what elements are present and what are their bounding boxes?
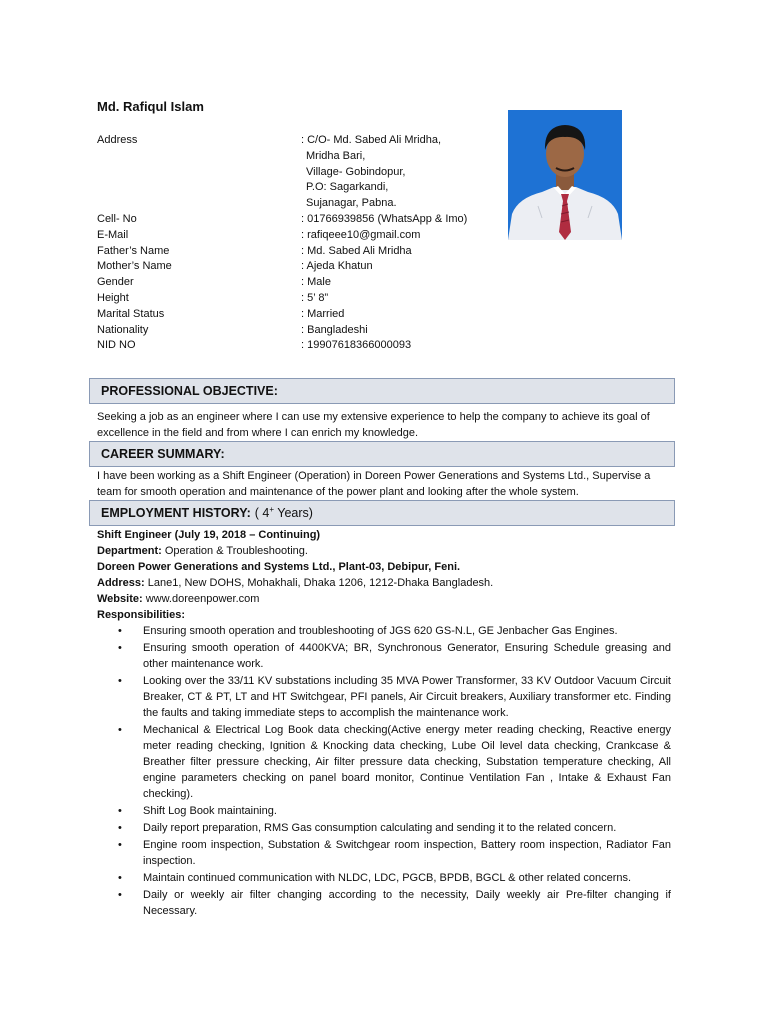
responsibility-item: • Mechanical & Electrical Log Book data checking(Active energy meter reading checking, Reactive energy meter reading checking, Ignition & Knocking data checking, Lube Oil level data checking, Crankcase & Breather filter pressure checking, Air filter pressure data checking, Substation temperature checking, All engine parameters checking on panel board monitor, Continue Ventilation Fan , Intake & Exhaust Fan checking). bbox=[97, 722, 671, 802]
info-row-height bbox=[97, 291, 497, 307]
company-line: Doreen Power Generations and Systems Ltd., Plant-03, Debipur, Feni. bbox=[97, 561, 461, 573]
info-value: : Md. Sabed Ali Mridha bbox=[301, 244, 412, 257]
employment-years: ( 4+ Years) bbox=[254, 505, 313, 521]
objective-text: Seeking a job as an engineer where I can use my extensive experience to help the company to achieve its goal of excellence in the field and from where I can enrich my knowledge. bbox=[97, 411, 650, 439]
info-row-nationality bbox=[97, 323, 497, 339]
info-value bbox=[301, 133, 497, 212]
address-line: Address: Lane1, New DOHS, Mohakhali, Dhaka 1206, 1212-Dhaka Bangladesh. bbox=[97, 577, 494, 589]
info-row-mother bbox=[97, 259, 497, 275]
info-label: Mother’s Name bbox=[97, 260, 172, 273]
info-label: Gender bbox=[97, 276, 134, 289]
responsibilities-list bbox=[97, 623, 671, 919]
responsibility-item: • Ensuring smooth operation of 4400KVA; BR, Synchronous Generator, Ensuring Schedule greasing and other maintenance work. bbox=[97, 640, 671, 672]
address-line: Sujanagar, Pabna. bbox=[306, 197, 397, 210]
responsibility-item: • Daily report preparation, RMS Gas consumption calculating and sending it to the related concern. bbox=[97, 820, 671, 836]
info-label: Cell- No bbox=[97, 212, 137, 225]
personal-info bbox=[97, 133, 497, 354]
info-value: : Married bbox=[301, 307, 345, 320]
employment-details bbox=[97, 527, 671, 920]
info-row-father bbox=[97, 244, 497, 260]
info-label: Marital Status bbox=[97, 307, 165, 320]
employment-heading bbox=[89, 500, 675, 526]
career-summary-text: I have been working as a Shift Engineer (Operation) in Doreen Power Generations and Systems Ltd., Supervise a team for smooth operation and maintenance of the power plant and looking after the whole system. bbox=[97, 470, 651, 498]
info-value: : Bangladeshi bbox=[301, 323, 368, 336]
info-row-marital bbox=[97, 307, 497, 323]
info-row-cell bbox=[97, 212, 497, 228]
employment-heading-label: EMPLOYMENT HISTORY: bbox=[101, 506, 251, 520]
info-label: E-Mail bbox=[97, 228, 129, 241]
responsibilities-label: Responsibilities: bbox=[97, 609, 186, 621]
responsibility-item: • Engine room inspection, Substation & Switchgear room inspection, Battery room inspection, Radiator Fan inspection. bbox=[97, 837, 671, 869]
address-line: Mridha Bari, bbox=[306, 149, 366, 162]
info-row-email bbox=[97, 228, 497, 244]
address-line: P.O: Sagarkandi, bbox=[306, 181, 389, 194]
info-label: Height bbox=[97, 291, 129, 304]
info-row-gender bbox=[97, 275, 497, 291]
responsibility-item: • Daily or weekly air filter changing according to the necessity, Daily weekly air Pre-filter changing if Necessary. bbox=[97, 887, 671, 919]
department-line: Department: Operation & Troubleshooting. bbox=[97, 545, 308, 557]
info-value: : Male bbox=[301, 276, 331, 289]
info-label: Father’s Name bbox=[97, 244, 170, 257]
info-row-nid bbox=[97, 338, 497, 354]
responsibility-item: • Looking over the 33/11 KV substations including 35 MVA Power Transformer, 33 KV Outdoor Vacuum Circuit Breaker, CT & PT, LT and HT Switchgear, PFI panels, Air Circuit breakers, Auxiliary transformer etc. Finding the faults and taking immediate steps to accomplish the maintenance work. bbox=[97, 673, 671, 721]
info-label: NID NO bbox=[97, 339, 136, 352]
career-summary-heading: CAREER SUMMARY: bbox=[89, 441, 675, 467]
address-line: : C/O- Md. Sabed Ali Mridha, bbox=[301, 134, 441, 146]
info-value: : 01766939856 (WhatsApp & Imo) bbox=[301, 212, 468, 225]
responsibility-item: • Ensuring smooth operation and troubleshooting of JGS 620 GS-N.L, GE Jenbacher Gas Engines. bbox=[97, 623, 671, 639]
responsibility-item: • Maintain continued communication with NLDC, LDC, PGCB, BPDB, BGCL & other related concerns. bbox=[97, 870, 671, 886]
objective-heading: PROFESSIONAL OBJECTIVE: bbox=[89, 378, 675, 404]
job-title: Shift Engineer (July 19, 2018 – Continuing) bbox=[97, 529, 321, 541]
info-label: Nationality bbox=[97, 323, 149, 336]
info-value: : rafiqeee10@gmail.com bbox=[301, 228, 421, 241]
info-value: : 19907618366000093 bbox=[301, 339, 412, 352]
info-label: Address bbox=[97, 134, 138, 146]
address-line: Village- Gobindopur, bbox=[306, 165, 406, 178]
website-line: Website: www.doreenpower.com bbox=[97, 593, 260, 605]
info-row-address bbox=[97, 133, 497, 212]
info-value: : Ajeda Khatun bbox=[301, 260, 373, 273]
profile-photo bbox=[508, 110, 622, 240]
responsibility-item: • Shift Log Book maintaining. bbox=[97, 803, 671, 819]
info-value: : 5’ 8” bbox=[301, 291, 329, 304]
candidate-name: Md. Rafiqul Islam bbox=[97, 99, 204, 114]
